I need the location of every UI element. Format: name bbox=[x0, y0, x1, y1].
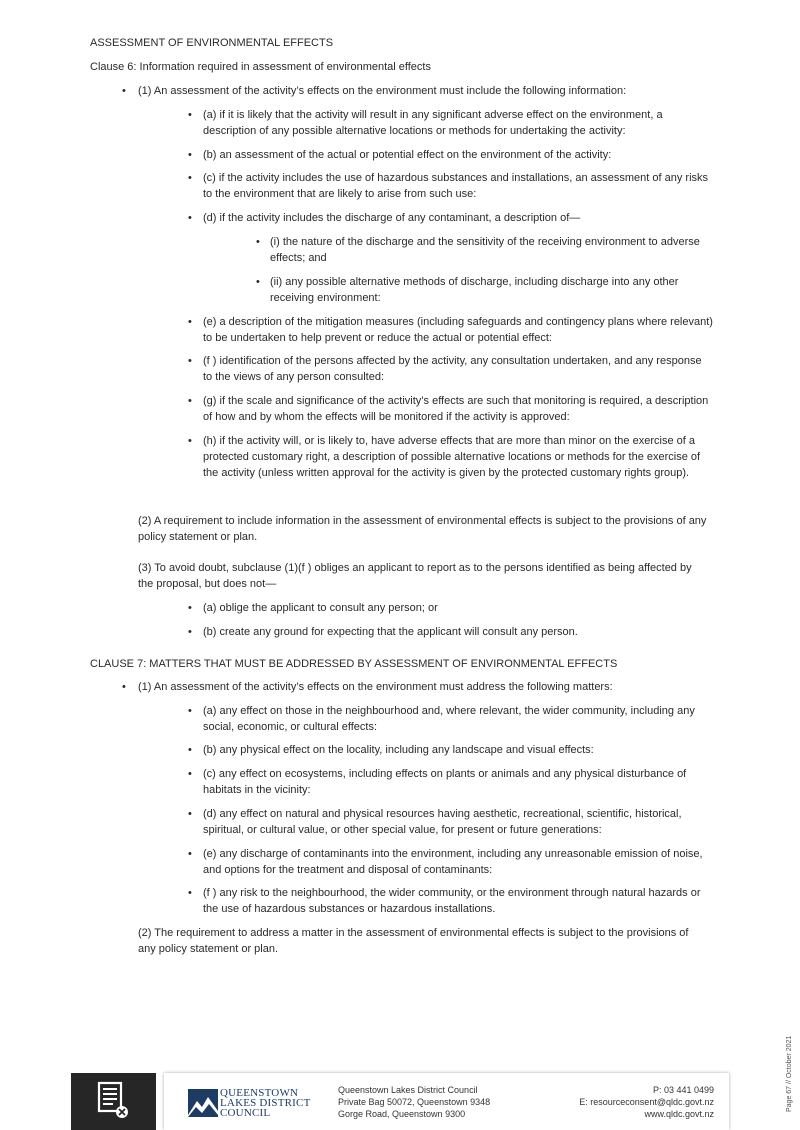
council-logo-text: QUEENSTOWN LAKES DISTRICT COUNCIL bbox=[220, 1087, 311, 1119]
clause-6-intro: (1) An assessment of the activity’s effects on the environment must include the following information: bbox=[138, 85, 627, 97]
footer-website[interactable]: www.qldc.govt.nz bbox=[644, 1109, 714, 1119]
clause-7-heading: CLAUSE 7: MATTERS THAT MUST BE ADDRESSED BY ASSESSMENT OF ENVIRONMENTAL EFFECTS bbox=[90, 658, 618, 670]
council-logo-icon bbox=[188, 1089, 218, 1117]
page-number: Page 67 // October 2021 bbox=[786, 1035, 793, 1112]
clause-6-paragraph-2: (2) A requirement to include information in the assessment of environmental effects is subject to the provisions of any policy statement or plan. bbox=[138, 515, 707, 543]
footer-phone: P: 03 441 0499 bbox=[652, 1085, 714, 1095]
footer-icon-panel bbox=[71, 1073, 156, 1130]
section-heading: ASSESSMENT OF ENVIRONMENTAL EFFECTS bbox=[90, 37, 334, 49]
document-cancel-icon bbox=[71, 1073, 156, 1130]
footer-address: Queenstown Lakes District Council Private Bag 50072, Queenstown 9348 Gorge Road, Queenstown 9300 bbox=[338, 1085, 491, 1119]
clause-7-intro: (1) An assessment of the activity’s effects on the environment must address the following matters: bbox=[138, 681, 613, 693]
footer-email[interactable]: E: resourceconsent@qldc.govt.nz bbox=[579, 1097, 714, 1107]
clause-7-paragraph-2: (2) The requirement to address a matter in the assessment of environmental effects is subject to the provisions of any policy statement or plan. bbox=[138, 927, 689, 955]
clause-6-title: Clause 6: Information required in assessment of environmental effects bbox=[90, 61, 431, 73]
clause-6-paragraph-3: (3) To avoid doubt, subclause (1)(f ) obliges an applicant to report as to the persons identified as being affected by the proposal, but does not— bbox=[138, 562, 692, 590]
footer-contact bbox=[560, 1084, 714, 1120]
